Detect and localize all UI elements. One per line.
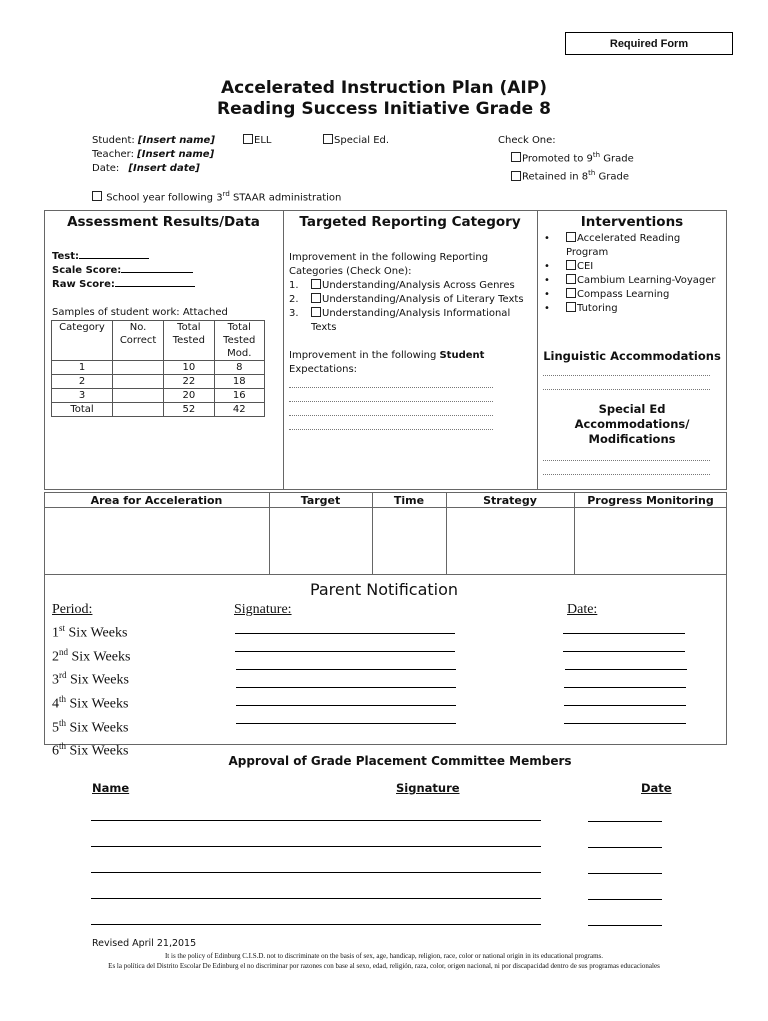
signature-line[interactable] — [236, 687, 456, 688]
strategy-cell[interactable] — [447, 508, 574, 574]
raw-score-label: Raw Score: — [52, 279, 115, 290]
linguistic-header: Linguistic Accommodations — [543, 349, 721, 363]
targeted-header: Targeted Reporting Category — [299, 214, 521, 230]
member-line[interactable] — [91, 872, 541, 873]
score-fields — [52, 250, 195, 292]
column-header: No. Correct — [113, 321, 164, 361]
table-cell: 2 — [52, 375, 113, 389]
category-option[interactable] — [289, 293, 535, 307]
column-header: Total Tested — [164, 321, 214, 361]
targeted-intro: Improvement in the following Reporting — [289, 252, 489, 263]
category-number: 1. — [289, 280, 299, 291]
column-divider — [283, 210, 284, 490]
form-title: Accelerated Instruction Plan (AIP) — [221, 78, 547, 98]
intervention-checkbox[interactable] — [566, 274, 576, 284]
special-ed-line[interactable] — [543, 460, 710, 461]
ell-option[interactable] — [243, 134, 271, 146]
form-subtitle: Reading Success Initiative Grade 8 — [217, 99, 551, 119]
revised-date: Revised April 21,2015 — [92, 938, 197, 949]
promoted-checkbox[interactable] — [511, 152, 521, 162]
period-item — [52, 619, 130, 643]
ell-checkbox[interactable] — [243, 134, 253, 144]
table-cell: 10 — [164, 361, 214, 375]
signature-line[interactable] — [235, 651, 455, 652]
date-line[interactable] — [564, 687, 686, 688]
expectation-line[interactable] — [289, 401, 493, 402]
student-name-field[interactable]: [Insert name] — [137, 135, 215, 146]
period-number: 1 — [52, 625, 59, 641]
school-year-label-end: STAAR administration — [229, 192, 342, 204]
period-number: 2 — [52, 649, 59, 665]
time-cell[interactable] — [373, 508, 446, 574]
parent-date-label: Date: — [567, 602, 598, 617]
retained-checkbox[interactable] — [511, 171, 521, 181]
retained-label: Retained in 8 — [522, 171, 589, 183]
date-field[interactable]: [Insert date] — [128, 163, 200, 174]
special-ed-header — [537, 402, 727, 447]
promoted-grade: Grade — [600, 153, 634, 165]
test-field[interactable] — [79, 258, 149, 259]
period-text: Six Weeks — [66, 720, 129, 736]
check-one-group — [498, 134, 634, 185]
intervention-option[interactable]: • Cambium Learning-Voyager — [544, 275, 716, 286]
date-line[interactable] — [563, 633, 685, 634]
table-cell: 3 — [52, 389, 113, 403]
member-date-line[interactable] — [588, 847, 662, 848]
samples-table — [51, 320, 265, 417]
period-item — [52, 666, 130, 690]
member-date-line[interactable] — [588, 925, 662, 926]
acceleration-column-header: Area for Acceleration — [90, 494, 223, 507]
raw-score-field[interactable] — [115, 286, 195, 287]
period-number: 3 — [52, 672, 59, 688]
category-number: 3. — [289, 308, 299, 319]
category-label-cont: Texts — [311, 322, 337, 333]
period-sup: th — [59, 741, 67, 752]
period-text: Six Weeks — [66, 743, 129, 759]
intervention-checkbox[interactable] — [566, 232, 576, 242]
period-text: Six Weeks — [65, 625, 128, 641]
date-line[interactable] — [565, 669, 687, 670]
intervention-label: Tutoring — [577, 303, 618, 314]
student-info — [92, 134, 215, 176]
table-cell: 16 — [214, 389, 264, 403]
table-header-row — [52, 321, 265, 361]
intervention-label: Cambium Learning-Voyager — [577, 275, 716, 286]
period-text: Six Weeks — [66, 672, 129, 688]
approval-name-header: Name — [92, 781, 130, 795]
parent-notification-title: Parent Notification — [309, 580, 459, 599]
period-text: Six Weeks — [68, 649, 131, 665]
member-line[interactable] — [91, 898, 541, 899]
interventions-header: Interventions — [580, 214, 684, 230]
acceleration-cell[interactable] — [45, 508, 269, 574]
teacher-label: Teacher: — [92, 149, 134, 160]
school-year-sup: rd — [222, 190, 230, 198]
signature-line[interactable] — [236, 669, 456, 670]
member-date-line[interactable] — [588, 899, 662, 900]
time-column-header: Time — [393, 494, 425, 507]
special-ed-line1: Special Ed — [598, 402, 666, 416]
category-label: Understanding/Analysis Across Genres — [322, 280, 515, 291]
table-cell: 8 — [214, 361, 264, 375]
special-ed-option[interactable] — [323, 134, 389, 146]
period-text: Six Weeks — [66, 696, 129, 712]
linguistic-line[interactable] — [543, 375, 710, 376]
category-option[interactable] — [289, 279, 535, 293]
approval-signature-header: Signature — [396, 781, 460, 795]
period-number: 5 — [52, 720, 59, 736]
approval-title: Approval of Grade Placement Committee Members — [228, 754, 572, 768]
intervention-checkbox[interactable] — [566, 302, 576, 312]
special-ed-line3: Modifications — [588, 432, 676, 446]
intervention-label-cont: Program — [566, 247, 609, 258]
special-ed-label: Special Ed. — [334, 135, 390, 146]
intervention-checkbox[interactable] — [566, 260, 576, 270]
date-line[interactable] — [564, 705, 686, 706]
ell-label: ELL — [254, 135, 272, 146]
scale-score-field[interactable] — [121, 272, 193, 273]
school-year-label: School year following 3 — [106, 192, 223, 204]
samples-label: Samples of student work: Attached — [52, 307, 228, 318]
table-cell: 52 — [164, 403, 214, 417]
category-checkbox[interactable] — [311, 293, 321, 303]
scale-score-label: Scale Score: — [52, 265, 122, 276]
table-cell: Total — [52, 403, 113, 417]
intervention-option[interactable]: • Tutoring — [544, 303, 618, 314]
member-line[interactable] — [91, 820, 541, 821]
policy-english: It is the policy of Edinburg C.I.S.D. not to discriminate on the basis of sex, age, handicap, religion, race, color or national origin in its educational programs. — [164, 952, 604, 960]
period-number: 4 — [52, 696, 59, 712]
period-item — [52, 643, 130, 667]
period-sup: st — [59, 623, 66, 633]
period-item — [52, 714, 130, 738]
intervention-label: CEI — [577, 261, 594, 272]
category-number: 2. — [289, 294, 299, 305]
approval-date-header: Date — [641, 781, 672, 795]
date-label: Date: — [92, 163, 120, 174]
intervention-option[interactable]: • CEI — [544, 261, 594, 272]
interventions-list — [544, 232, 716, 316]
period-item — [52, 690, 130, 714]
school-year-checkbox[interactable] — [92, 191, 102, 201]
category-checkbox[interactable] — [311, 279, 321, 289]
expectation-line[interactable] — [289, 387, 493, 388]
signature-label: Signature: — [234, 602, 292, 617]
acceleration-bottom-divider — [44, 574, 727, 575]
period-list — [52, 601, 130, 761]
target-column-header: Target — [300, 494, 341, 507]
period-sup: th — [59, 693, 67, 704]
retained-sup: th — [588, 169, 596, 178]
category-option[interactable] — [289, 307, 535, 321]
special-ed-checkbox[interactable] — [323, 134, 333, 144]
progress-column-header: Progress Monitoring — [587, 494, 714, 507]
category-label: Understanding/Analysis Informational — [322, 308, 511, 319]
member-line[interactable] — [91, 846, 541, 847]
table-cell[interactable] — [113, 375, 164, 389]
assessment-header: Assessment Results/Data — [67, 214, 260, 230]
retained-option[interactable] — [511, 166, 634, 184]
promoted-label: Promoted to 9 — [522, 153, 593, 165]
strategy-column-header: Strategy — [483, 494, 537, 507]
signature-line[interactable] — [236, 705, 456, 706]
table-cell: 18 — [214, 375, 264, 389]
table-row — [52, 375, 265, 389]
table-row — [52, 389, 265, 403]
teacher-name-field[interactable]: [Insert name] — [137, 149, 215, 160]
retained-grade: Grade — [595, 171, 630, 183]
intervention-label: Compass Learning — [577, 289, 670, 300]
student-label: Student: — [92, 135, 135, 146]
date-line[interactable] — [563, 651, 685, 652]
expectation-line[interactable] — [289, 429, 493, 430]
targeted-intro-2: Categories (Check One): — [289, 266, 412, 277]
signature-line[interactable] — [236, 723, 456, 724]
table-cell: 20 — [164, 389, 214, 403]
intervention-option[interactable]: • Accelerated Reading — [544, 233, 681, 244]
student-expectations — [289, 349, 484, 377]
period-number: 6 — [52, 743, 59, 759]
member-date-line[interactable] — [588, 821, 662, 822]
column-header: Total Tested Mod. — [214, 321, 264, 361]
member-line[interactable] — [91, 924, 541, 925]
test-label: Test: — [52, 251, 80, 262]
school-year-option[interactable] — [92, 190, 341, 203]
check-one-label: Check One: — [498, 135, 556, 146]
intervention-checkbox[interactable] — [566, 288, 576, 298]
promoted-option[interactable] — [511, 148, 634, 166]
target-cell[interactable] — [270, 508, 372, 574]
date-line[interactable] — [564, 723, 686, 724]
student-exp-label: Improvement in the following — [289, 350, 440, 361]
special-ed-line[interactable] — [543, 474, 710, 475]
linguistic-line[interactable] — [543, 389, 710, 390]
promoted-sup: th — [592, 151, 601, 159]
category-checkbox[interactable] — [311, 307, 321, 317]
period-sup: nd — [59, 646, 68, 657]
table-cell: 1 — [52, 361, 113, 375]
progress-cell[interactable] — [575, 508, 726, 574]
targeted-content — [289, 251, 535, 335]
intervention-option[interactable]: • Compass Learning — [544, 289, 670, 300]
member-date-line[interactable] — [588, 873, 662, 874]
table-cell[interactable] — [113, 389, 164, 403]
period-label: Period: — [52, 602, 93, 617]
special-ed-line2: Accommodations/ — [574, 417, 690, 431]
intervention-label: Accelerated Reading — [577, 233, 681, 244]
policy-spanish: Es la política del Distrito Escolar De Edinburg el no discriminar por razones con base al sexo, edad, religión, raza, color, origen nacional, ni por discapacidad dentro de sus programas educacionales — [108, 962, 660, 970]
table-cell: 42 — [214, 403, 264, 417]
column-header: Category — [52, 321, 113, 361]
table-cell[interactable] — [113, 403, 164, 417]
period-sup: th — [59, 717, 67, 728]
student-exp-label-2: Expectations: — [289, 364, 358, 375]
category-label: Understanding/Analysis of Literary Texts — [322, 294, 524, 305]
student-exp-bold: Student — [439, 350, 485, 361]
table-row — [52, 361, 265, 375]
table-cell: 22 — [164, 375, 214, 389]
required-form-label: Required Form — [565, 32, 733, 55]
table-cell[interactable] — [113, 361, 164, 375]
signature-line[interactable] — [235, 633, 455, 634]
expectation-line[interactable] — [289, 415, 493, 416]
table-row — [52, 403, 265, 417]
period-sup: rd — [59, 670, 67, 681]
